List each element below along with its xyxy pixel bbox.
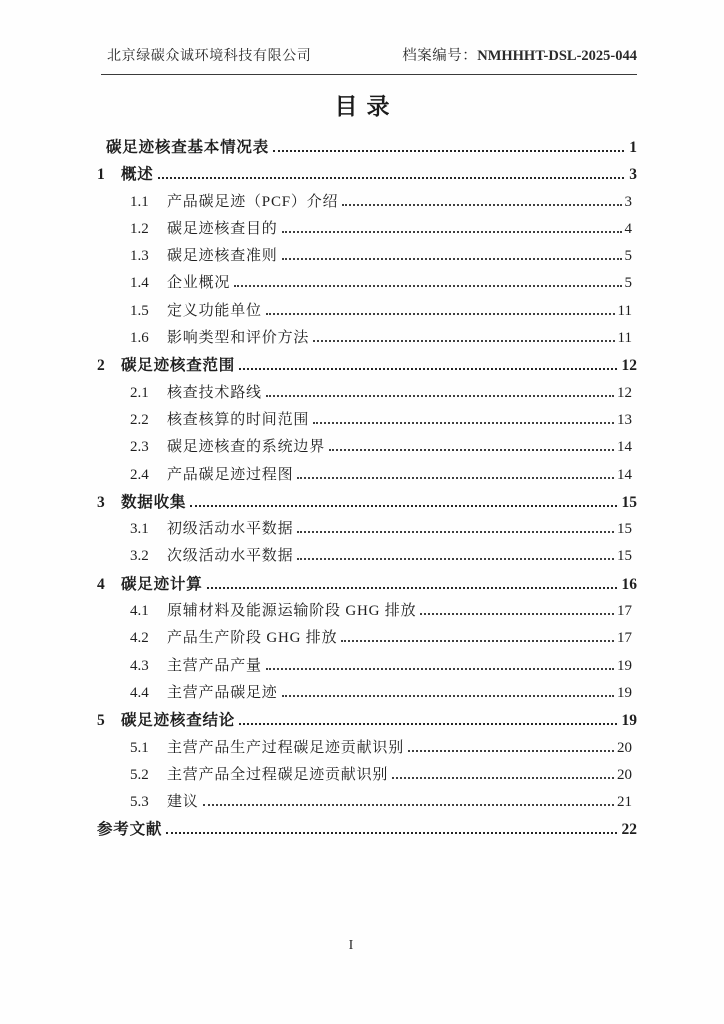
- toc-dot-leader: [273, 150, 624, 152]
- toc-entry[interactable]: [130, 298, 637, 325]
- toc-entry-page: 19: [621, 712, 637, 730]
- toc-entry[interactable]: [130, 270, 637, 297]
- toc-entry[interactable]: [130, 653, 637, 680]
- toc-entry-page: 12: [617, 384, 632, 401]
- toc-entry-label: 碳足迹核查范围: [121, 357, 236, 375]
- toc-entry-page: 1: [629, 139, 637, 156]
- toc-entry-number: 2.1: [130, 384, 149, 401]
- toc-entry-label: 碳足迹计算: [121, 575, 203, 593]
- toc-entry-number: 2: [97, 357, 105, 375]
- toc-entry-page: 20: [617, 766, 632, 783]
- toc-entry[interactable]: [97, 816, 637, 843]
- toc-entry-number: 2.2: [130, 411, 149, 428]
- toc-entry-label: 产品碳足迹过程图: [167, 466, 294, 483]
- toc-entry-page: 3: [629, 166, 637, 184]
- toc-entry-label: 主营产品生产过程碳足迹贡献识别: [167, 739, 405, 756]
- toc-entry-page: 11: [617, 330, 632, 347]
- toc-dot-leader: [342, 204, 621, 206]
- toc-entry-number: 2.3: [130, 439, 149, 456]
- toc-entry[interactable]: [130, 598, 637, 625]
- toc-dot-leader: [297, 531, 614, 533]
- toc-entry-page: 3: [624, 193, 632, 210]
- toc-entry-number: 1.5: [130, 302, 149, 319]
- toc-entry[interactable]: [130, 243, 637, 270]
- toc-entry-page: 16: [621, 575, 637, 593]
- toc-entry-label: 核查技术路线: [167, 384, 262, 401]
- toc-dot-leader: [266, 395, 614, 397]
- toc-entry[interactable]: [97, 352, 637, 379]
- toc-entry-label: 企业概况: [167, 275, 231, 292]
- page-title: 目录: [334, 94, 399, 119]
- toc-entry-number: 1.6: [130, 330, 149, 347]
- toc-entry-number: 5: [97, 712, 105, 730]
- toc-entry-page: 4: [624, 220, 632, 237]
- archive-number: [402, 44, 637, 65]
- toc-entry-label: 碳足迹核查结论: [121, 712, 236, 730]
- toc-dot-leader: [313, 422, 614, 424]
- toc-entry-page: 17: [617, 603, 632, 620]
- toc-dot-leader: [239, 368, 616, 370]
- toc-dot-leader: [166, 832, 616, 834]
- toc-entry-label: 影响类型和评价方法: [167, 330, 310, 347]
- page-number-footer: I: [348, 938, 354, 953]
- toc-list: [97, 134, 637, 844]
- toc-entry-page: 15: [617, 521, 632, 538]
- toc-entry[interactable]: [130, 735, 637, 762]
- toc-entry-label: 核查核算的时间范围: [167, 411, 310, 428]
- toc-dot-leader: [266, 668, 614, 670]
- toc-entry-page: 15: [621, 493, 637, 511]
- toc-entry[interactable]: [130, 325, 637, 352]
- toc-dot-leader: [313, 340, 614, 342]
- toc-entry-label: 初级活动水平数据: [167, 521, 294, 538]
- toc-dot-leader: [239, 723, 616, 725]
- toc-dot-leader: [297, 477, 614, 479]
- toc-entry-number: 4.2: [130, 630, 149, 647]
- toc-entry-label: 原辅材料及能源运输阶段 GHG 排放: [167, 603, 417, 620]
- toc-dot-leader: [190, 505, 616, 507]
- toc-entry-number: 1: [97, 166, 105, 184]
- toc-entry[interactable]: [97, 571, 637, 598]
- toc-entry-number: 4.3: [130, 657, 149, 674]
- toc-entry[interactable]: [97, 707, 637, 734]
- toc-dot-leader: [158, 177, 625, 179]
- toc-entry-number: 1.4: [130, 275, 149, 292]
- toc-entry-page: 19: [617, 684, 632, 701]
- toc-entry[interactable]: [130, 789, 637, 816]
- toc-dot-leader: [266, 313, 615, 315]
- toc-entry[interactable]: [130, 680, 637, 707]
- toc-entry[interactable]: [97, 134, 637, 161]
- archive-number-label: 档案编号：: [402, 48, 478, 64]
- toc-entry[interactable]: [130, 407, 637, 434]
- toc-entry-page: 19: [617, 657, 632, 674]
- toc-entry-label: 参考文献: [97, 821, 163, 839]
- toc-entry-label: 建议: [167, 794, 199, 811]
- toc-entry-page: 20: [617, 739, 632, 756]
- toc-dot-leader: [408, 750, 614, 752]
- toc-entry-page: 21: [617, 794, 632, 811]
- toc-entry-number: 4.4: [130, 684, 149, 701]
- toc-entry-label: 数据收集: [121, 493, 187, 511]
- toc-entry-label: 概述: [121, 166, 154, 184]
- toc-entry[interactable]: [130, 543, 637, 570]
- toc-dot-leader: [392, 777, 614, 779]
- toc-entry[interactable]: [97, 161, 637, 188]
- toc-dot-leader: [341, 640, 614, 642]
- toc-entry-page: 14: [617, 439, 632, 456]
- toc-dot-leader: [234, 285, 621, 287]
- toc-entry-number: 1.3: [130, 248, 149, 265]
- toc-dot-leader: [282, 231, 622, 233]
- toc-dot-leader: [282, 258, 622, 260]
- toc-dot-leader: [420, 613, 614, 615]
- toc-entry-number: 3.2: [130, 548, 149, 565]
- toc-entry-number: 4.1: [130, 603, 149, 620]
- toc-entry[interactable]: [130, 516, 637, 543]
- toc-dot-leader: [297, 558, 614, 560]
- page-header: [101, 44, 637, 75]
- toc-entry-label: 产品碳足迹（PCF）介绍: [167, 193, 339, 210]
- toc-entry-number: 2.4: [130, 466, 149, 483]
- toc-entry-label: 主营产品碳足迹: [167, 684, 278, 701]
- toc-entry-label: 主营产品全过程碳足迹贡献识别: [167, 766, 389, 783]
- toc-entry[interactable]: [130, 762, 637, 789]
- toc-entry[interactable]: [130, 462, 637, 489]
- toc-entry-page: 5: [624, 275, 632, 292]
- toc-entry-page: 22: [621, 821, 637, 839]
- toc-dot-leader: [329, 449, 614, 451]
- toc-entry-number: 5.1: [130, 739, 149, 756]
- toc-entry-number: 5.3: [130, 794, 149, 811]
- company-name: 北京绿碳众诚环境科技有限公司: [107, 49, 312, 64]
- toc-entry-number: 5.2: [130, 766, 149, 783]
- toc-entry-label: 定义功能单位: [167, 302, 262, 319]
- toc-entry-number: 3: [97, 493, 105, 511]
- toc-entry-number: 3.1: [130, 521, 149, 538]
- toc-entry-page: 13: [617, 411, 632, 428]
- toc-entry-label: 碳足迹核查目的: [167, 220, 278, 237]
- toc-entry-label: 碳足迹核查基本情况表: [106, 139, 270, 156]
- toc-entry-label: 碳足迹核查准则: [167, 248, 278, 265]
- toc-dot-leader: [203, 804, 614, 806]
- toc-entry-number: 4: [97, 575, 105, 593]
- toc-entry-label: 碳足迹核查的系统边界: [167, 439, 326, 456]
- toc-entry-page: 17: [617, 630, 632, 647]
- toc-entry-page: 14: [617, 466, 632, 483]
- toc-entry-page: 15: [617, 548, 632, 565]
- toc-entry[interactable]: [130, 625, 637, 652]
- toc-dot-leader: [282, 695, 614, 697]
- toc-entry-page: 5: [624, 248, 632, 265]
- toc-entry-label: 主营产品产量: [167, 657, 262, 674]
- toc-entry-label: 次级活动水平数据: [167, 548, 294, 565]
- archive-number-value: NMHHHT-DSL-2025-044: [477, 48, 637, 64]
- toc-entry[interactable]: [130, 189, 637, 216]
- toc-dot-leader: [207, 587, 617, 589]
- toc-entry-page: 12: [621, 357, 637, 375]
- toc-entry[interactable]: [130, 216, 637, 243]
- toc-entry-page: 11: [617, 302, 632, 319]
- toc-entry-label: 产品生产阶段 GHG 排放: [167, 630, 338, 647]
- toc-entry-number: 1.1: [130, 193, 149, 210]
- toc-entry[interactable]: [130, 380, 637, 407]
- toc-entry[interactable]: [97, 489, 637, 516]
- toc-entry-number: 1.2: [130, 220, 149, 237]
- toc-entry[interactable]: [130, 434, 637, 461]
